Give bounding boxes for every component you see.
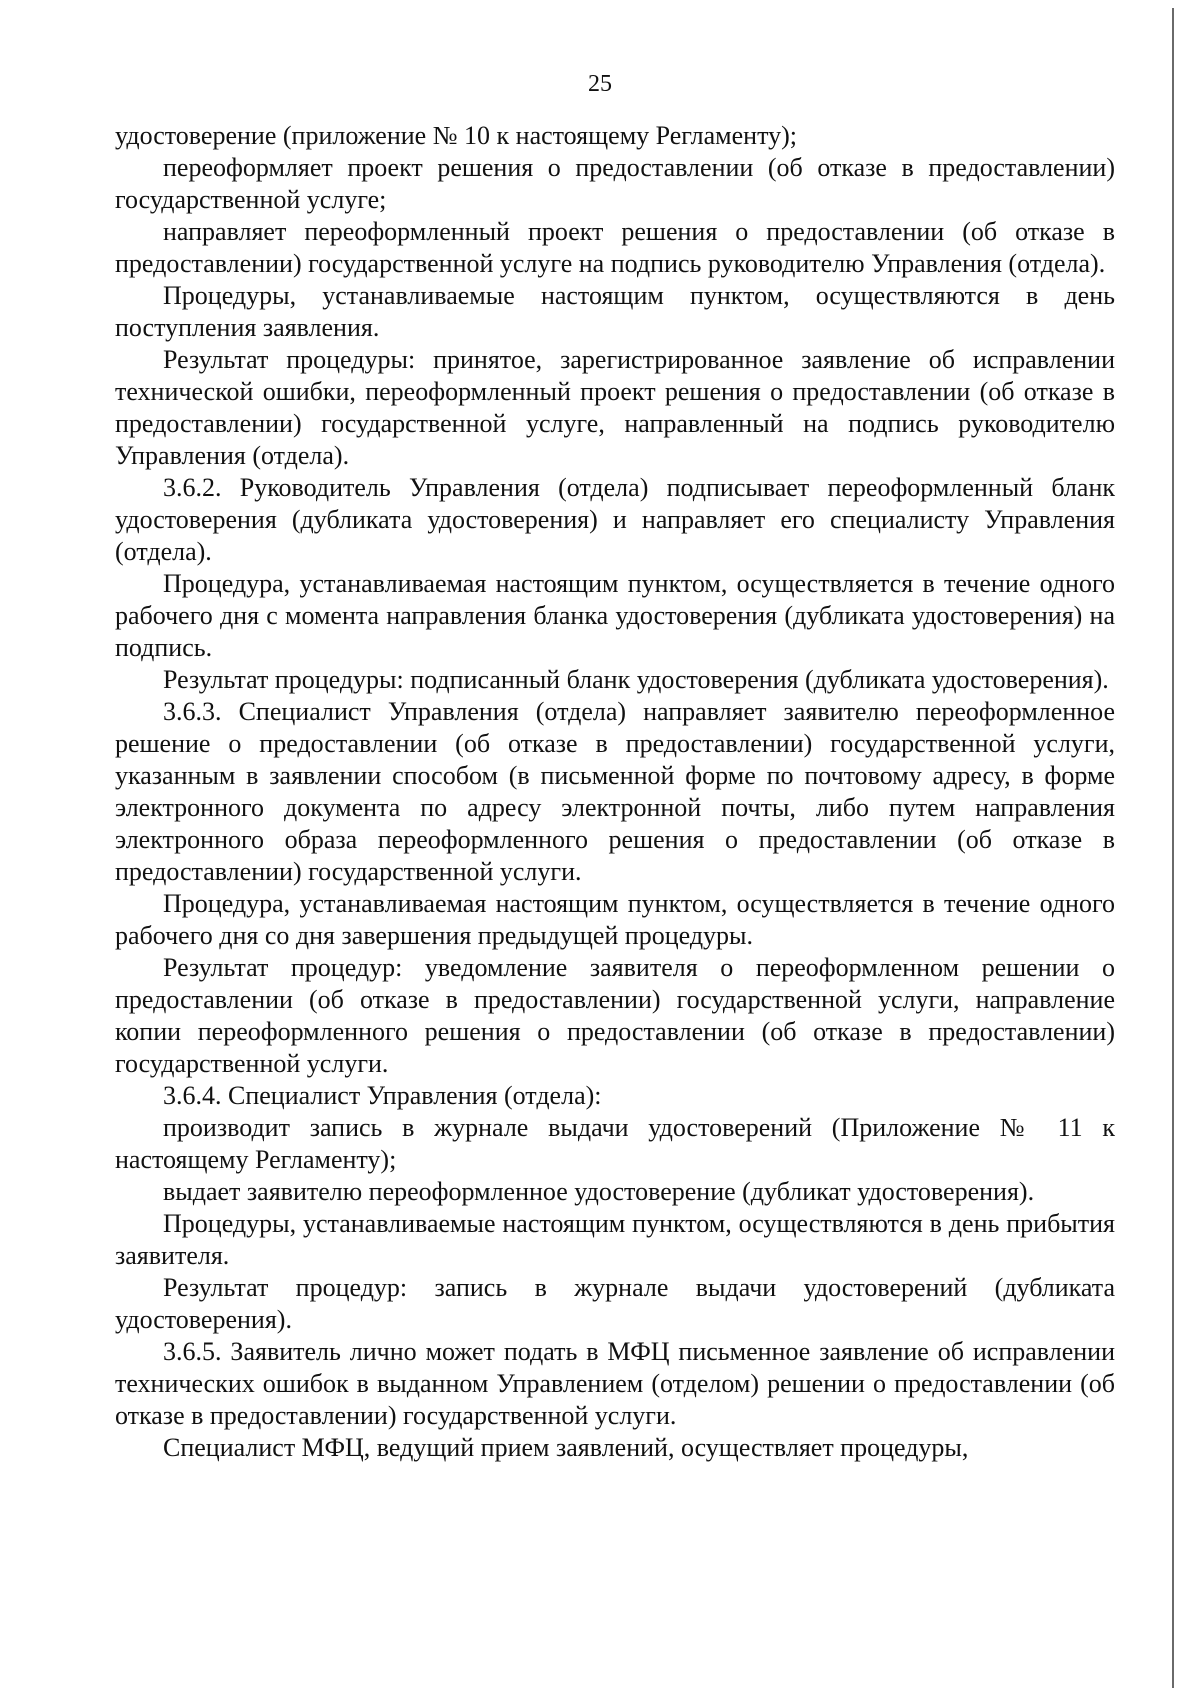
paragraph: выдает заявителю переоформленное удостоверение (дубликат удостоверения). (163, 1177, 1035, 1206)
paragraph: Процедуры, устанавливаемые настоящим пунктом, осуществляются в день поступления заявления. (115, 281, 1115, 342)
paragraph: 3.6.2. Руководитель Управления (отдела) подписывает переоформленный бланк удостоверения (дубликата удостоверения) и направляет его специалисту Управления (отдела). (115, 473, 1115, 566)
page-edge-line (1172, 8, 1174, 1688)
paragraph: Результат процедур: уведомление заявителя о переоформленном решении о предоставлении (об отказе в предоставлении) государственной услуги, направление копии переоформленного решения о предоставлении (об отказе в предоставлении) государственной услуги. (115, 953, 1115, 1078)
paragraph: Специалист МФЦ, ведущий прием заявлений, осуществляет процедуры, (163, 1433, 969, 1462)
paragraph: удостоверение (приложение № 10 к настоящему Регламенту); (115, 121, 797, 150)
paragraph: Результат процедуры: принятое, зарегистрированное заявление об исправлении технической ошибки, переоформленный проект решения о предоставлении (об отказе в предоставлении) государственной услуге, направленный на подпись руководителю Управления (отдела). (115, 345, 1115, 470)
paragraph: Процедура, устанавливаемая настоящим пунктом, осуществляется в течение одного рабочего дня с момента направления бланка удостоверения (дубликата удостоверения) на подпись. (115, 569, 1115, 662)
paragraph: переоформляет проект решения о предоставлении (об отказе в предоставлении) государственной услуге; (115, 153, 1115, 214)
paragraph: Результат процедуры: подписанный бланк удостоверения (дубликата удостоверения). (163, 665, 1109, 694)
page-number: 25 (588, 71, 612, 97)
paragraph: 3.6.4. Специалист Управления (отдела): (163, 1081, 602, 1110)
paragraph: Процедура, устанавливаемая настоящим пунктом, осуществляется в течение одного рабочего дня со дня завершения предыдущей процедуры. (115, 889, 1115, 950)
paragraph: 3.6.5. Заявитель лично может подать в МФЦ письменное заявление об исправлении технических ошибок в выданном Управлением (отделом) решении о предоставлении (об отказе в предоставлении) государственной услуги. (115, 1337, 1115, 1430)
paragraph: производит запись в журнале выдачи удостоверений (Приложение № 11 к настоящему Регламенту); (115, 1113, 1115, 1174)
paragraph: направляет переоформленный проект решения о предоставлении (об отказе в предоставлении) государственной услуге на подпись руководителю Управления (отдела). (115, 217, 1115, 278)
paragraph: Результат процедур: запись в журнале выдачи удостоверений (дубликата удостоверения). (115, 1273, 1115, 1334)
paragraph: 3.6.3. Специалист Управления (отдела) направляет заявителю переоформленное решение о предоставлении (об отказе в предоставлении) государственной услуги, указанным в заявлении способом (в письменной форме по почтовому адресу, в форме электронного документа по адресу электронной почты, либо путем направления электронного образа переоформленного решения о предоставлении (об отказе в предоставлении) государственной услуги. (115, 697, 1115, 886)
paragraph: Процедуры, устанавливаемые настоящим пунктом, осуществляются в день прибытия заявителя. (115, 1209, 1115, 1270)
document-body (115, 120, 1115, 1464)
